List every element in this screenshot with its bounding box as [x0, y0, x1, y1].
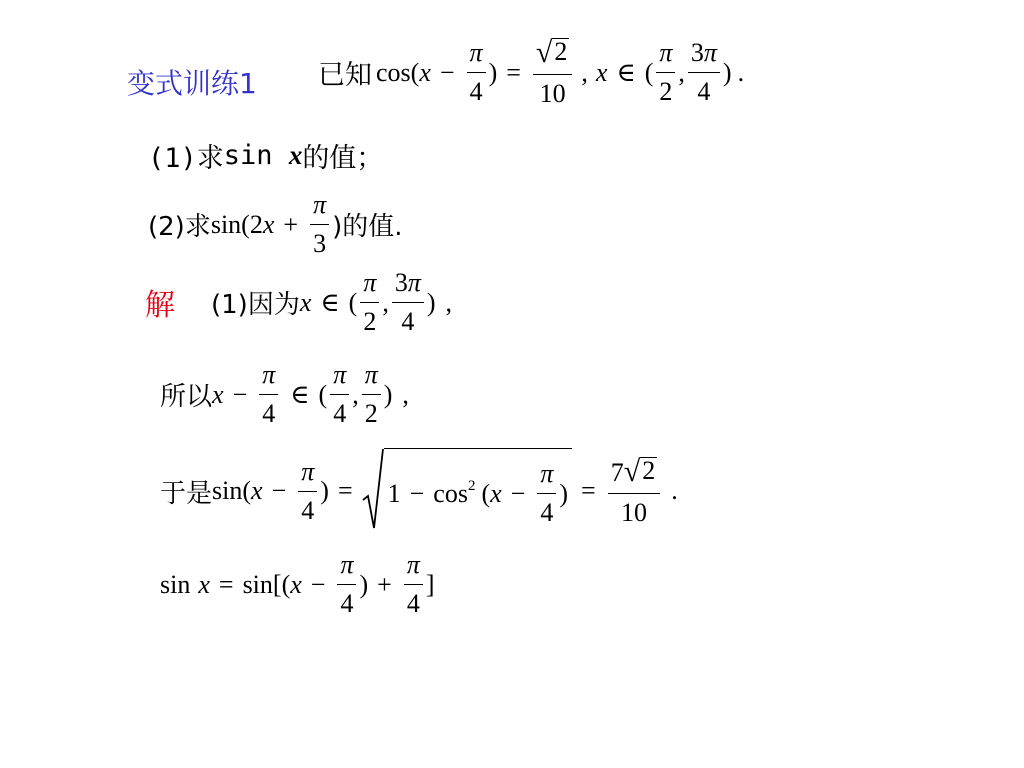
square-root: 1 − $\cos^2$ ( x − $\frac{\pi}{4}$ )	[362, 448, 572, 534]
question-1-fn: sin	[223, 140, 289, 171]
solution-line-3-prefix: 于是	[160, 478, 213, 509]
question-2-plus: +	[283, 209, 299, 239]
question-1	[148, 136, 383, 175]
solution-line-4: sin x = sin[( x − $\frac{\pi}{4}$ ) + $\frac{\pi}{4}$ ]	[160, 550, 435, 618]
fraction-7sqrt2-over-10: 7 √ 2 10	[608, 457, 660, 526]
exercise-label: 变式训练1	[127, 67, 257, 100]
question-2-prefix: (2)求	[148, 212, 211, 242]
question-1-var: x	[288, 140, 303, 170]
question-2-fn: sin(2	[210, 209, 263, 239]
question-1-suffix: 的值；	[302, 143, 384, 174]
fraction-pi-over-3: $\frac{\pi}{3}$	[310, 192, 329, 257]
question-2-suffix: )的值.	[332, 212, 403, 242]
solution-label: 解	[145, 288, 175, 323]
given-intro: 已知	[318, 60, 372, 91]
question-2	[148, 192, 403, 257]
question-1-prefix: (1)求	[148, 143, 224, 174]
solution-line-3: 于是 sin( x − $\frac{\pi}{4}$ ) = 1 − $\cos^2$ ( x − $\frac{\pi}{4}$ ) = 7 √ 2 10 .	[160, 448, 678, 534]
radical-sign-icon	[362, 448, 384, 534]
fraction-pi-over-4: $\frac{\pi}{4}$	[467, 40, 486, 105]
fraction-sqrt2-over-10: √ 2 10	[533, 38, 572, 107]
solution-line-2-prefix: 所以	[160, 382, 213, 412]
given-statement: 已知 cos( x − $\frac{\pi}{4}$ ) = √ 2 10 , x ∈ ( $\frac{\pi}{2}$ , $\frac{3\pi}{4}$ ) .	[318, 36, 745, 108]
solution-line-1: (1)因为 x ∈ ( $\frac{\pi}{2}$ , $\frac{3\pi}{4}$ ) ,	[211, 268, 453, 336]
solution-line-1-prefix: (1)因为	[211, 290, 300, 320]
question-2-var: x	[262, 209, 275, 239]
solution-line-2: 所以 x − $\frac{\pi}{4}$ ∈ ( $\frac{\pi}{4}$ , $\frac{\pi}{2}$ ) ,	[160, 360, 409, 428]
